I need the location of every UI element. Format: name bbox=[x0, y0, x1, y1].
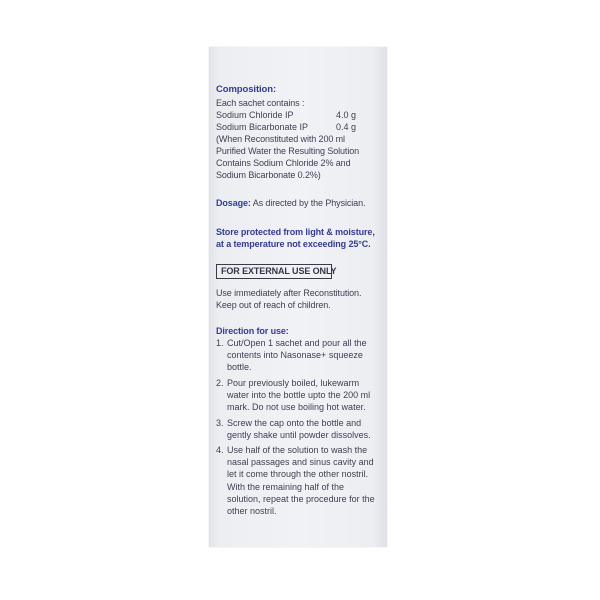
step-line: water into the bottle upto the 200 ml bbox=[227, 390, 371, 401]
step-line: solution, repeat the procedure for the bbox=[227, 493, 375, 504]
step-line: With the remaining half of the bbox=[227, 481, 345, 492]
directions-heading: Direction for use: bbox=[216, 326, 289, 336]
step-line: other nostril. bbox=[227, 506, 277, 517]
step-line: Cut/Open 1 sachet and pour all the bbox=[227, 338, 367, 348]
step-line: contents into Nasonase+ squeeze bbox=[227, 350, 363, 361]
usage-note: Use immediately after Reconstitution. bbox=[216, 288, 362, 298]
ingredient-amount: 4.0 g bbox=[336, 110, 357, 120]
step-line: Pour previously boiled, lukewarm bbox=[227, 378, 360, 388]
ingredient-amount: 0.4 g bbox=[336, 122, 357, 132]
usage-note: Keep out of reach of children. bbox=[216, 300, 331, 310]
composition-note-line: Contains Sodium Chloride 2% and bbox=[216, 158, 351, 168]
ingredient-name: Sodium Chloride IP bbox=[216, 110, 294, 120]
storage-line: Store protected from light & moisture, bbox=[216, 227, 375, 237]
dosage-label: Dosage: bbox=[216, 198, 251, 208]
step-line: let it come through the other nostril. bbox=[227, 469, 369, 480]
step-line: Use half of the solution to wash the bbox=[227, 445, 368, 455]
ingredient-name: Sodium Bicarbonate IP bbox=[216, 122, 309, 132]
dosage-line bbox=[216, 197, 365, 209]
step-line: nasal passages and sinus cavity and bbox=[227, 457, 374, 468]
step-line: Screw the cap onto the bottle and bbox=[227, 418, 362, 428]
step-number: 3. bbox=[216, 418, 224, 428]
composition-heading: Composition: bbox=[216, 84, 277, 95]
composition-intro: Each sachet contains : bbox=[216, 98, 305, 108]
external-use-label: FOR EXTERNAL USE ONLY bbox=[221, 266, 337, 276]
composition-note-line: (When Reconstituted with 200 ml bbox=[216, 134, 345, 144]
step-line: bottle. bbox=[227, 362, 252, 373]
step-number: 1. bbox=[216, 338, 224, 348]
step-number: 2. bbox=[216, 378, 224, 388]
composition-note-line: Purified Water the Resulting Solution bbox=[216, 146, 360, 156]
dosage-text: As directed by the Physician. bbox=[252, 198, 366, 208]
step-number: 4. bbox=[216, 445, 224, 455]
storage-line: at a temperature not exceeding 25°C. bbox=[216, 239, 371, 249]
step-line: mark. Do not use boiling hot water. bbox=[227, 402, 366, 413]
step-line: gently shake until powder dissolves. bbox=[227, 430, 371, 441]
composition-note-line: Sodium Bicarbonate 0.2%) bbox=[216, 170, 321, 180]
